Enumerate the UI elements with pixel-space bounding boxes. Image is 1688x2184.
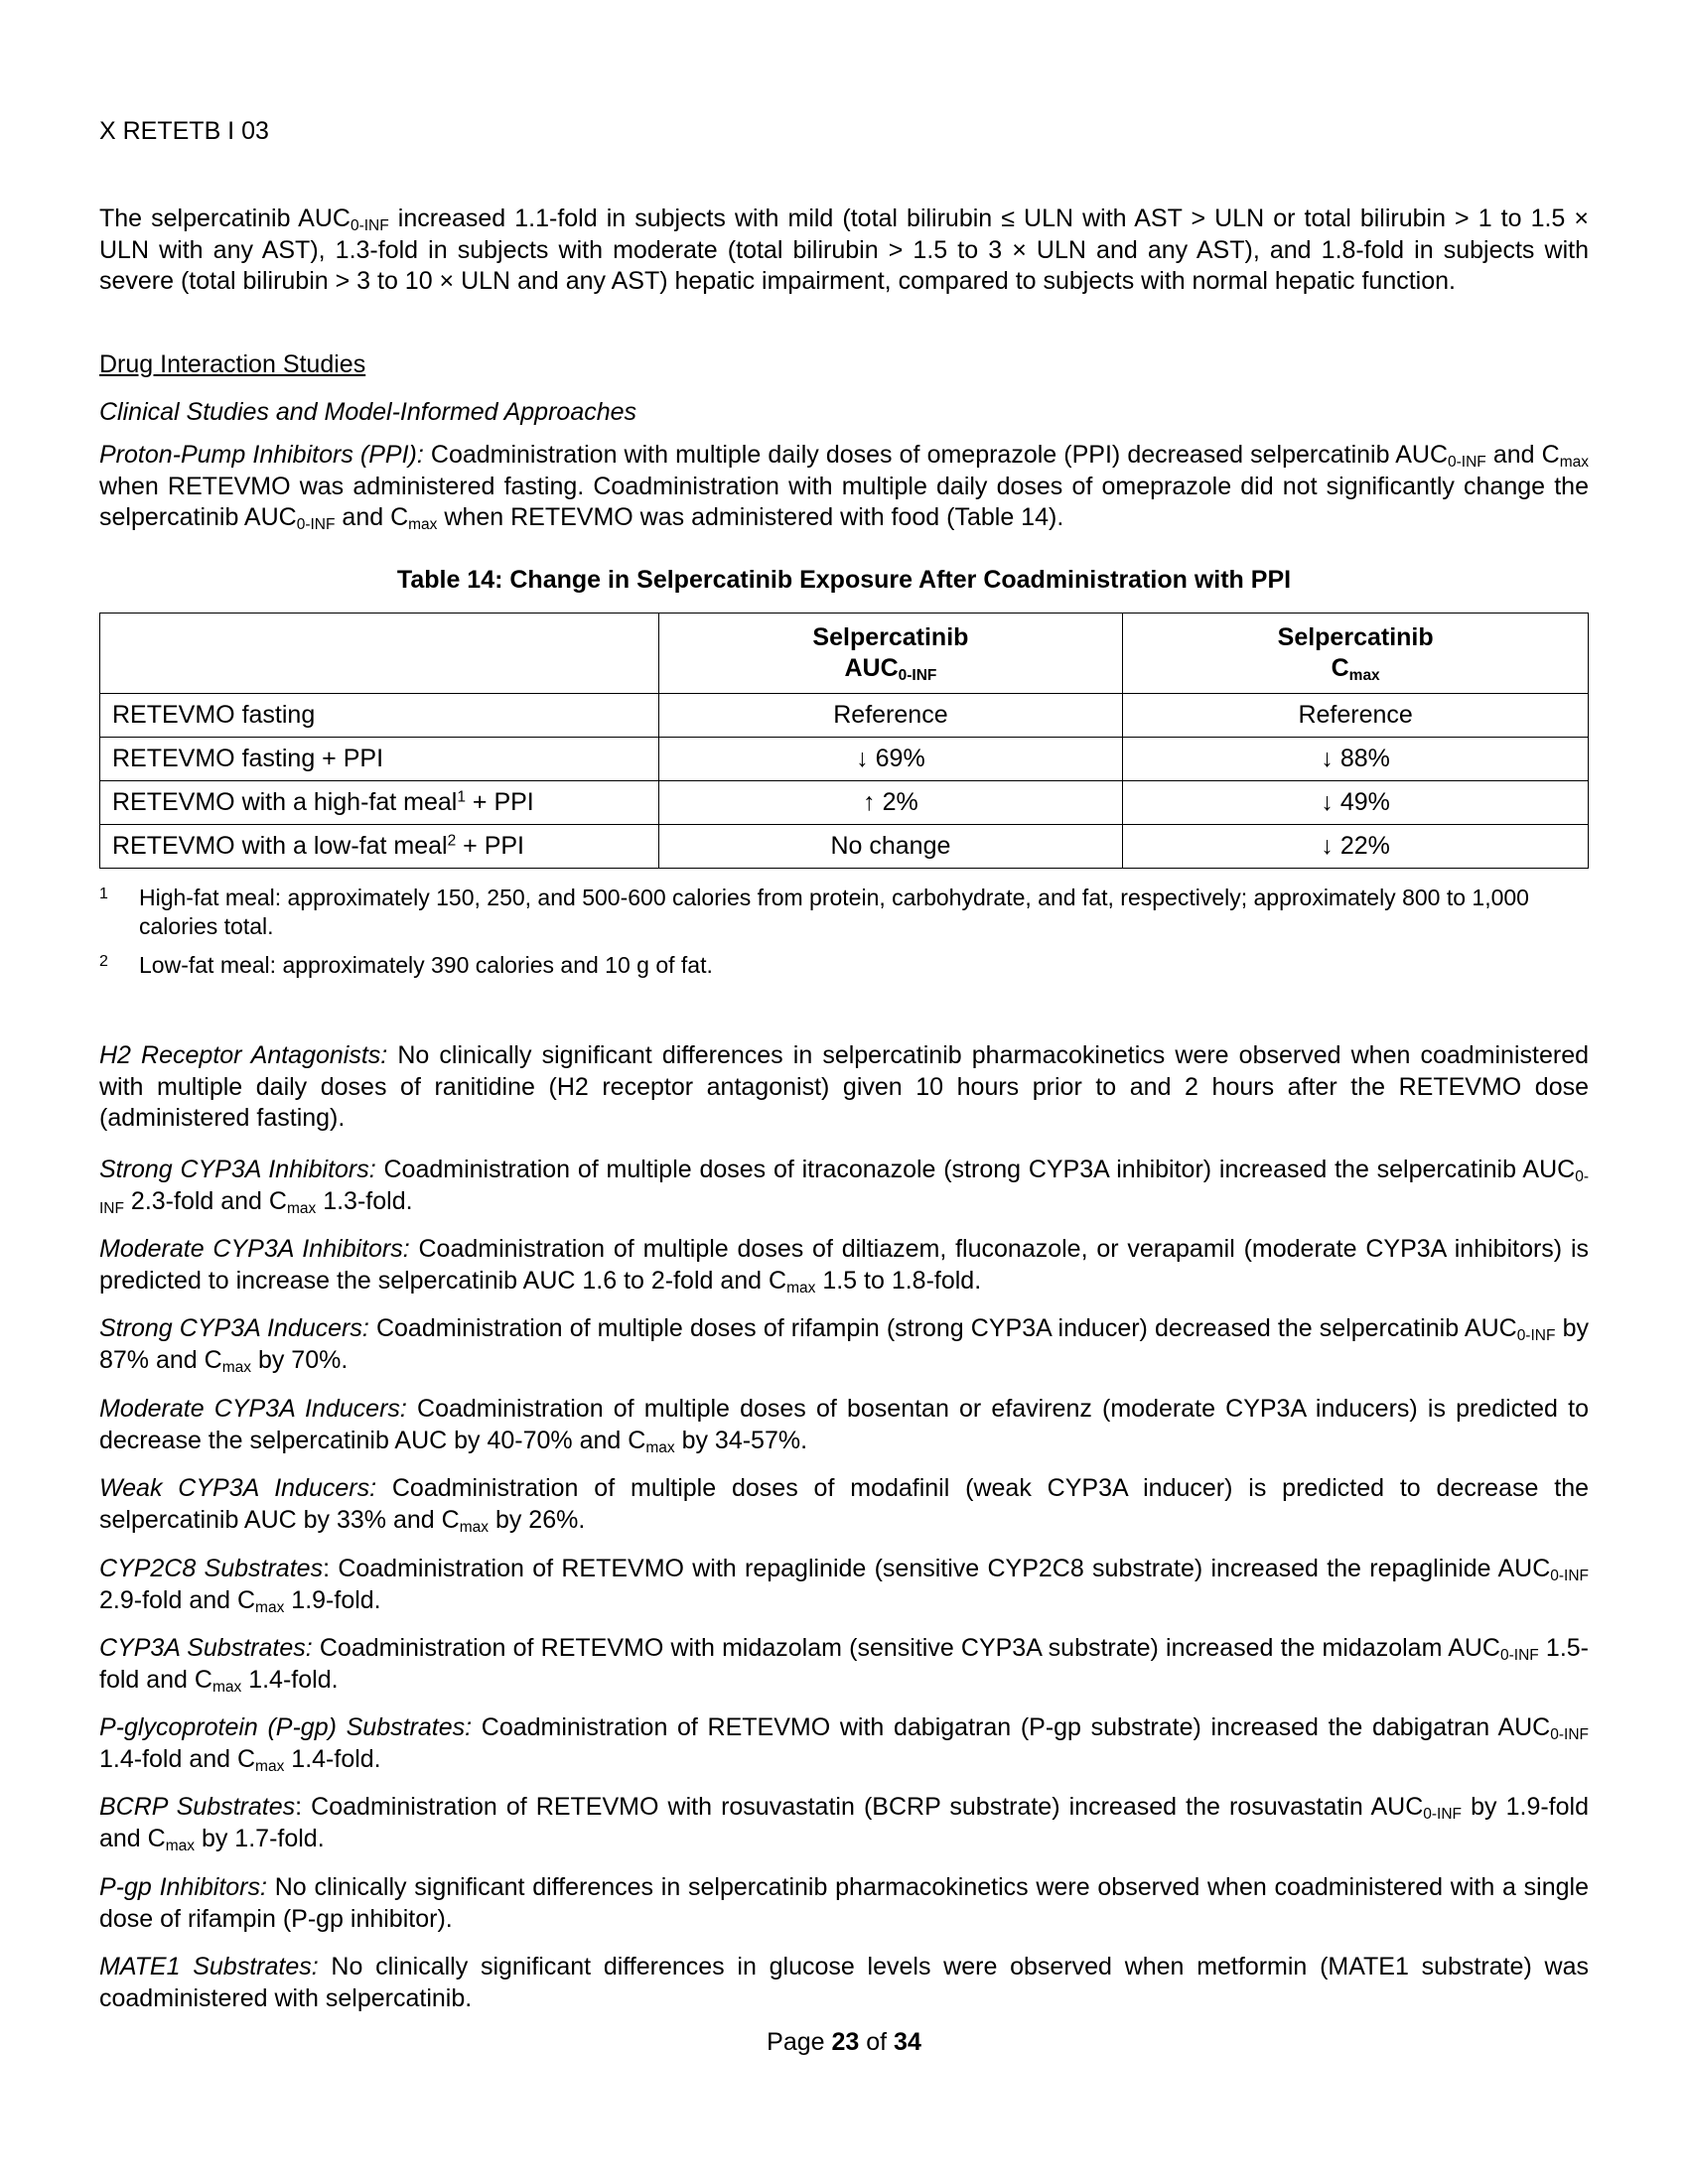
mate1-paragraph: MATE1 Substrates: No clinically significant differences in glucose levels were observed when metformin (MATE1 substrate) was coadministered with selpercatinib. xyxy=(99,1953,1589,2012)
footnote-number: 2 xyxy=(99,953,108,970)
row-label: RETEVMO fasting xyxy=(100,694,659,738)
row-auc: No change xyxy=(658,825,1123,869)
cyp3a-substrates-paragraph: CYP3A Substrates: Coadministration of RETEVMO with midazolam (sensitive CYP3A substrate) increased the midazolam $AUC_{0-INF}$ 1.5-fold and $C_{max}$ 1.4-fold. xyxy=(99,1634,1589,1696)
section-heading: Drug Interaction Studies xyxy=(99,350,366,378)
document-code: X RETETB I 03 xyxy=(99,117,269,145)
pgp-inhibitors-paragraph: P-gp Inhibitors: No clinically significant differences in selpercatinib pharmacokinetics were observed when coadministered with a single dose of rifampin (P-gp inhibitor). xyxy=(99,1873,1589,1933)
moderate-inducers-paragraph: Moderate CYP3A Inducers: Coadministration of multiple doses of bosentan or efavirenz (moderate CYP3A inducers) is predicted to decrease the selpercatinib AUC by 40-70% and $C_{max}$ by 34-57%. xyxy=(99,1395,1589,1456)
pgp-substrates-paragraph: P-glycoprotein (P-gp) Substrates: Coadministration of RETEVMO with dabigatran (P-gp substrate) increased the dabigatran $AUC_{0-INF}$ 1.4-fold and $C_{max}$ 1.4-fold. xyxy=(99,1713,1589,1775)
footnote-text: High-fat meal: approximately 150, 250, and 500-600 calories from protein, carbohydrate, and fat, respectively; approximately 800 to 1,000 calories total. xyxy=(139,885,1529,939)
footnote xyxy=(99,884,1589,941)
hepatic-paragraph: The selpercatinib $AUC_{0-INF}$ increased 1.1-fold in subjects with mild (total bilirubin ≤ ULN with AST > ULN or total bilirubin > 1 to 1.5 × ULN with any AST), 1.3-fold in subjects with moderate (total bilirubin > 1.5 to 3 × ULN and any AST), and 1.8-fold in subjects with severe (total bilirubin > 3 to 10 × ULN and any AST) hepatic impairment, compared to subjects with normal hepatic function. xyxy=(99,205,1589,295)
table-caption: Table 14: Change in Selpercatinib Exposure After Coadministration with PPI xyxy=(396,566,1292,594)
table-row xyxy=(100,781,1589,825)
footnote xyxy=(99,951,1589,980)
table-header-row xyxy=(100,614,1589,694)
table-header-cmax: Selpercatinib $C_{max}$ xyxy=(1123,614,1589,694)
table-header-empty xyxy=(100,614,659,694)
row-cmax: ↓ 49% xyxy=(1123,781,1589,825)
table-row xyxy=(100,825,1589,869)
current-page-number: 23 xyxy=(831,2028,860,2056)
row-auc: Reference xyxy=(658,694,1123,738)
row-label: RETEVMO fasting + PPI xyxy=(100,738,659,781)
row-cmax: ↓ 88% xyxy=(1123,738,1589,781)
weak-inducers-paragraph: Weak CYP3A Inducers: Coadministration of multiple doses of modafinil (weak CYP3A inducer) is predicted to decrease the selpercatinib AUC by 33% and $C_{max}$ by 26%. xyxy=(99,1474,1589,1536)
section-subheading: Clinical Studies and Model-Informed Approaches xyxy=(99,398,637,426)
row-cmax: Reference xyxy=(1123,694,1589,738)
row-label: RETEVMO with a high-fat meal$^1$ + PPI xyxy=(100,781,659,825)
row-auc: ↓ 69% xyxy=(658,738,1123,781)
total-page-number: 34 xyxy=(894,2028,921,2056)
moderate-inhibitors-paragraph: Moderate CYP3A Inhibitors: Coadministration of multiple doses of diltiazem, fluconazole, or verapamil (moderate CYP3A inhibitors) is predicted to increase the selpercatinib AUC 1.6 to 2-fold and $C_{max}$ 1.5 to 1.8-fold. xyxy=(99,1235,1589,1297)
cyp2c8-paragraph: CYP2C8 Substrates: Coadministration of RETEVMO with repaglinide (sensitive CYP2C8 substrate) increased the repaglinide $AUC_{0-INF}$ 2.9-fold and $C_{max}$ 1.9-fold. xyxy=(99,1555,1590,1616)
exposure-table xyxy=(99,613,1589,869)
table-header-auc: Selpercatinib $AUC_{0-INF}$ xyxy=(658,614,1123,694)
ppi-paragraph: Proton-Pump Inhibitors (PPI): Coadministration with multiple daily doses of omeprazole (PPI) decreased selpercatinib $AUC_{0-INF}$ and $C_{max}$ when RETEVMO was administered fasting. Coadministration with multiple daily doses of omeprazole did not significantly change the selpercatinib $AUC_{0-INF}$ and $C_{max}$ when RETEVMO was administered with food (Table 14). xyxy=(99,441,1589,533)
row-label: RETEVMO with a low-fat meal$^2$ + PPI xyxy=(100,825,659,869)
footnote-number: 1 xyxy=(99,886,108,902)
strong-inhibitors-paragraph: Strong CYP3A Inhibitors: Coadministration of multiple doses of itraconazole (strong CYP3A inhibitor) increased the selpercatinib $AUC_{0-INF}$ 2.3-fold and $C_{max}$ 1.3-fold. xyxy=(99,1156,1589,1217)
table-row xyxy=(100,694,1589,738)
row-cmax: ↓ 22% xyxy=(1123,825,1589,869)
page-footer: Page 23 of 34 xyxy=(767,2028,921,2056)
bcrp-paragraph: BCRP Substrates: Coadministration of RETEVMO with rosuvastatin (BCRP substrate) increased the rosuvastatin $AUC_{0-INF}$ by 1.9-fold and $C_{max}$ by 1.7-fold. xyxy=(99,1793,1589,1854)
footnote-text: Low-fat meal: approximately 390 calories and 10 g of fat. xyxy=(139,952,713,978)
strong-inducers-paragraph: Strong CYP3A Inducers: Coadministration of multiple doses of rifampin (strong CYP3A inducer) decreased the selpercatinib $AUC_{0-INF}$ by 87% and $C_{max}$ by 70%. xyxy=(99,1314,1589,1376)
table-row xyxy=(100,738,1589,781)
h2-paragraph: H2 Receptor Antagonists: No clinically significant differences in selpercatinib pharmacokinetics were observed when coadministered with multiple daily doses of ranitidine (H2 receptor antagonist) given 10 hours prior to and 2 hours after the RETEVMO dose (administered fasting). xyxy=(99,1041,1589,1132)
row-auc: ↑ 2% xyxy=(658,781,1123,825)
